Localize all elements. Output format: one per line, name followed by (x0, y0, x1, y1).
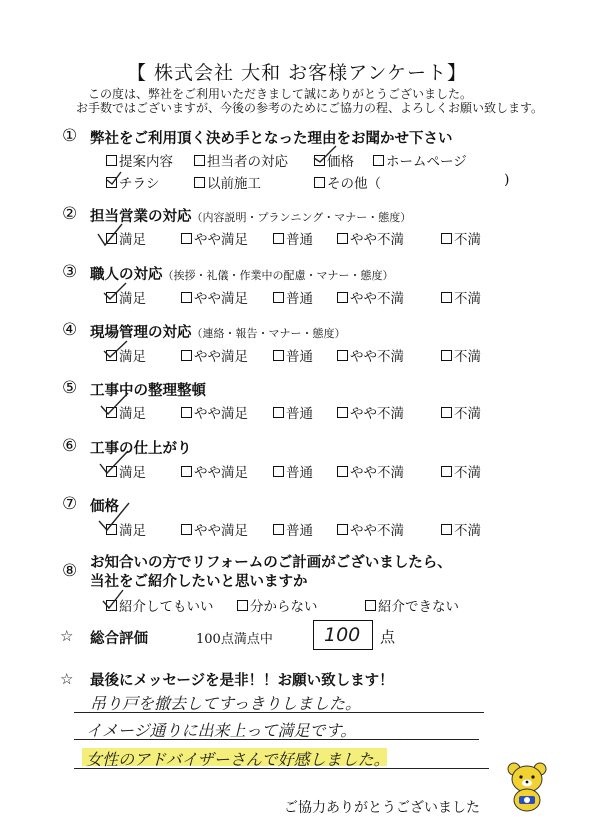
q1-option[interactable]: ホームページ (373, 150, 467, 170)
score-value: 100 (324, 624, 361, 646)
footer-thanks: ご協力ありがとうございました (284, 800, 480, 816)
check-mark-icon (101, 393, 128, 414)
q1-title: 弊社をご利用頂く決め手となった理由をお聞かせ下さい (90, 130, 453, 147)
q4-option[interactable]: やや満足 (181, 345, 248, 365)
q4-title: 現場管理の対応（連絡・報告・マナー・態度） (90, 324, 346, 341)
intro-line-1: この度は、弊社をご利用いただきまして誠にありがとうございました。 (88, 87, 473, 101)
q3-option[interactable]: やや不満 (337, 287, 404, 307)
score-scale: 100点満点中 (196, 632, 273, 647)
q7-option[interactable]: やや満足 (181, 519, 248, 539)
q2-title: 担当営業の対応（内容説明・プランニング・マナー・態度） (90, 208, 412, 225)
message-line-1: 吊り戸を撤去してすっきりしました。 (90, 694, 362, 713)
q4-number: ④ (62, 320, 78, 340)
q7-option[interactable]: 不満 (441, 519, 481, 539)
q3-option[interactable]: 不満 (441, 287, 481, 307)
check-mark-icon (314, 146, 336, 162)
q6-option[interactable]: 満足 (106, 461, 146, 481)
q7-option[interactable]: やや不満 (337, 519, 404, 539)
q2-option[interactable]: やや不満 (337, 228, 404, 248)
q2-number: ② (62, 204, 78, 224)
q1-option[interactable]: その他（ (314, 172, 381, 192)
q6-number: ⑥ (62, 436, 78, 456)
check-mark-icon (103, 590, 123, 608)
q6-option[interactable]: やや満足 (181, 461, 248, 481)
q5-option[interactable]: 満足 (106, 402, 146, 422)
survey-title: 【 株式会社 大和 お客様アンケート】 (127, 62, 467, 84)
q7-number: ⑦ (62, 494, 78, 514)
q3-option[interactable]: 普通 (273, 287, 313, 307)
q8-option[interactable]: 分からない (237, 595, 318, 615)
q5-option[interactable]: やや満足 (181, 402, 248, 422)
check-mark-icon (99, 503, 129, 530)
q8-title: お知合いの方でリフォームのご計画がございましたら、 (90, 554, 452, 571)
q2-option[interactable]: やや満足 (181, 228, 248, 248)
message-label: 最後にメッセージを是非！！お願い致します！ (90, 672, 394, 689)
q4-option[interactable]: 不満 (441, 345, 481, 365)
check-mark-icon (98, 224, 122, 245)
q5-title: 工事中の整理整頓 (90, 382, 206, 399)
check-mark-icon (107, 172, 121, 184)
check-mark-icon (100, 451, 128, 473)
q7-title: 価格 (90, 498, 119, 515)
q6-option[interactable]: やや不満 (337, 461, 404, 481)
q1-option[interactable]: チラシ (106, 172, 160, 192)
q8-option[interactable]: 紹介してもいい (106, 595, 214, 615)
check-mark-icon (104, 341, 127, 357)
intro-line-2: お手数ではございますが、今後の参考のためにご協力の程、よろしくお願い致します。 (76, 101, 544, 115)
score-star-icon: ☆ (60, 627, 74, 645)
q7-option[interactable]: 満足 (106, 519, 146, 539)
q1-number: ① (62, 126, 78, 146)
q6-option[interactable]: 不満 (441, 461, 481, 481)
q1-option[interactable]: 担当者の対応 (194, 150, 288, 170)
q6-title: 工事の仕上がり (90, 440, 192, 457)
q5-number: ⑤ (62, 378, 78, 398)
q1-option[interactable]: 価格 (314, 150, 354, 170)
q2-option[interactable]: 満足 (106, 228, 146, 248)
q2-option[interactable]: 普通 (273, 228, 313, 248)
q8-title-line2: 当社をご紹介したいと思いますか (90, 573, 308, 590)
q8-option[interactable]: 紹介できない (365, 595, 459, 615)
q4-option[interactable]: 満足 (106, 345, 146, 365)
q1-option[interactable]: 提案内容 (106, 150, 173, 170)
q3-title: 職人の対応（挨拶・礼儀・作業中の配慮・マナー・態度） (90, 266, 394, 283)
q8-number: ⑧ (62, 561, 78, 581)
check-mark-icon (104, 283, 126, 299)
message-line-3: 女性のアドバイザーさんで好感しました。 (86, 750, 390, 769)
q7-option[interactable]: 普通 (273, 519, 313, 539)
message-line-2: イメージ通りに出来上って満足です。 (86, 721, 357, 740)
q5-option[interactable]: やや不満 (337, 402, 404, 422)
q1-paren-close: ) (504, 172, 510, 188)
q5-option[interactable]: 普通 (273, 402, 313, 422)
q3-option[interactable]: やや満足 (181, 287, 248, 307)
q4-option[interactable]: 普通 (273, 345, 313, 365)
q5-option[interactable]: 不満 (441, 402, 481, 422)
q2-option[interactable]: 不満 (441, 228, 481, 248)
q6-option[interactable]: 普通 (273, 461, 313, 481)
q1-option[interactable]: 以前施工 (194, 172, 261, 192)
message-star-icon: ☆ (60, 670, 74, 688)
score-label: 総合評価 (90, 630, 148, 647)
q3-option[interactable]: 満足 (106, 287, 146, 307)
score-unit: 点 (380, 628, 396, 646)
q3-number: ③ (62, 262, 78, 282)
q4-option[interactable]: やや不満 (337, 345, 404, 365)
